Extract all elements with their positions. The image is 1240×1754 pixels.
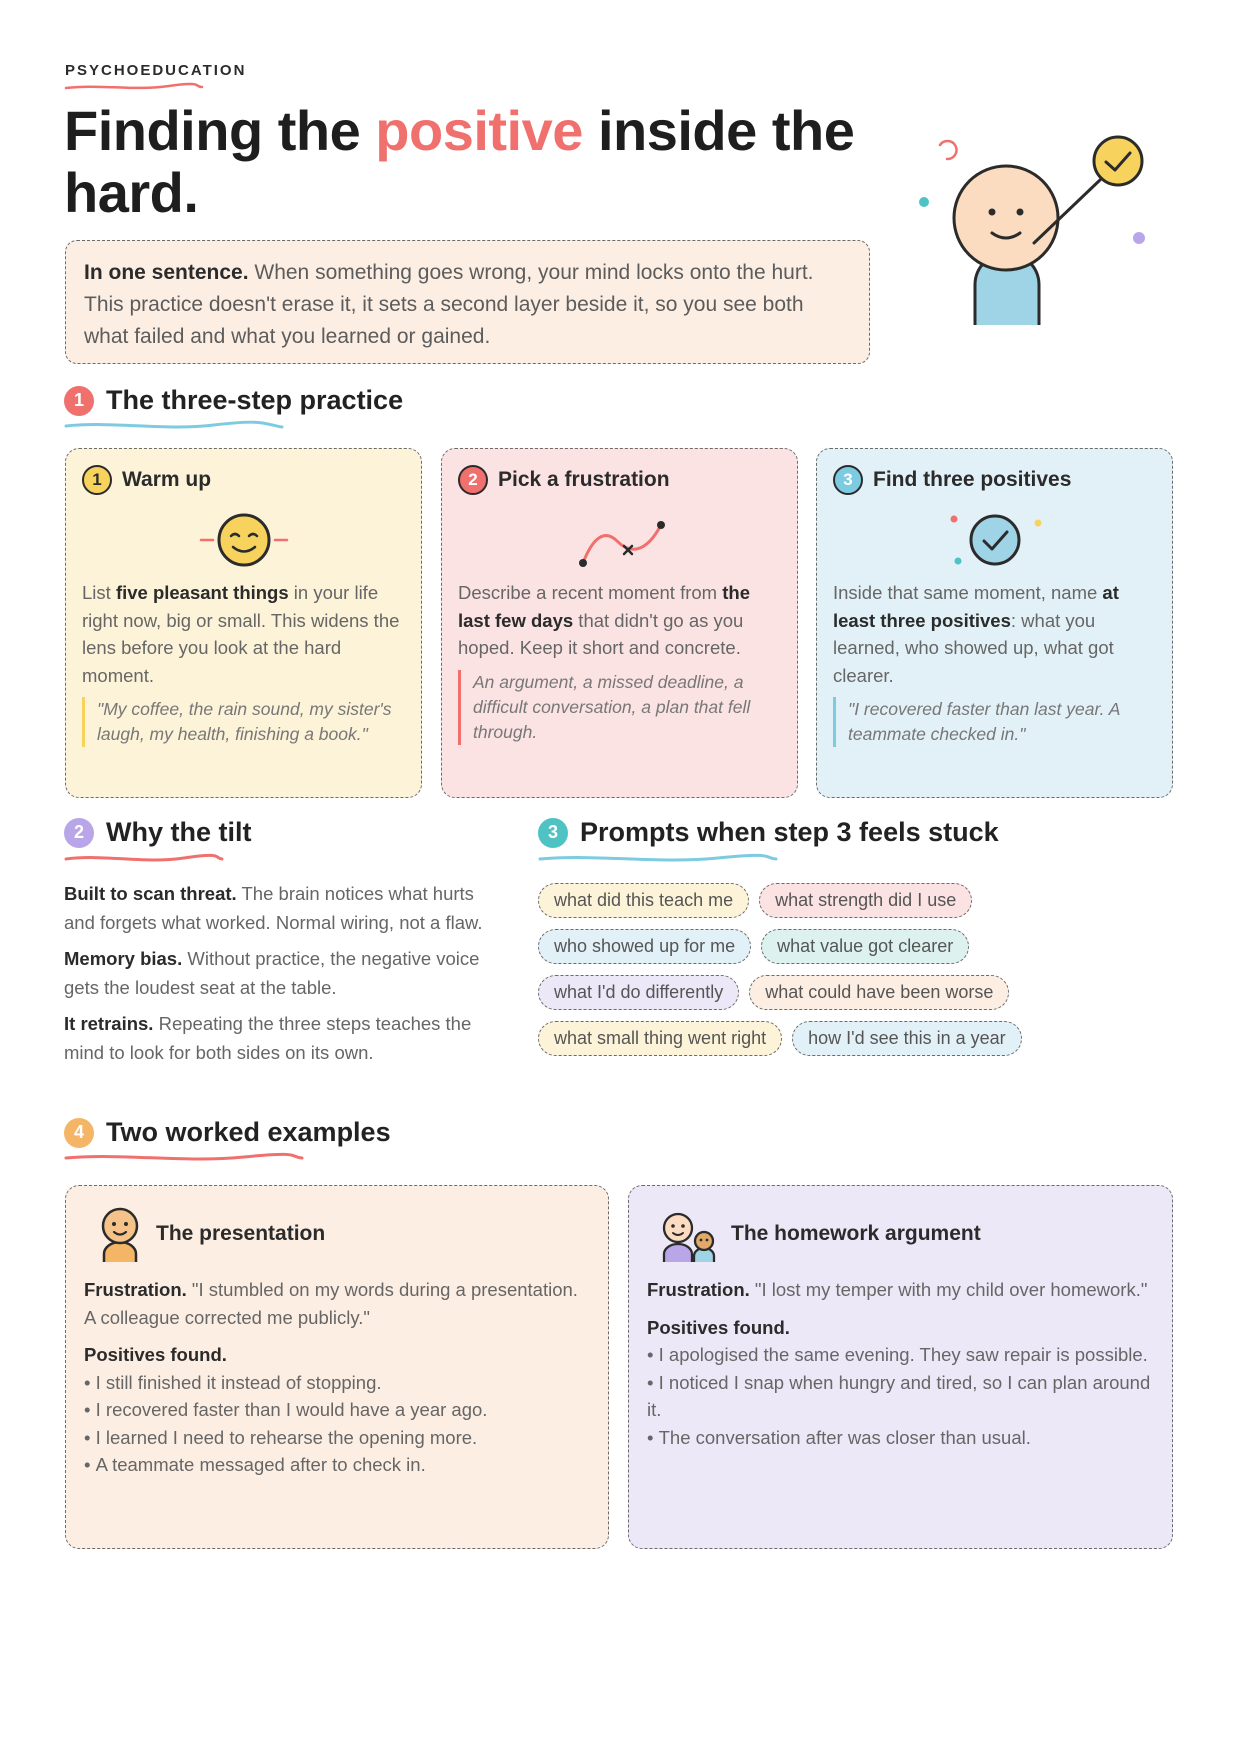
- section-2-heading: [64, 817, 251, 848]
- section-3-number: 3: [538, 818, 568, 848]
- step-card-warm-up: [65, 448, 422, 798]
- section-4-heading: [64, 1117, 391, 1148]
- why-item-text: The brain notices what hurts and forgets what worked. Normal wiring, not a flaw.: [64, 883, 483, 933]
- example-card-homework-argument: [628, 1185, 1173, 1549]
- section-1-underline: [64, 420, 284, 432]
- why-item: [64, 945, 504, 1002]
- prompt-chip[interactable]: how I'd see this in a year: [792, 1021, 1022, 1056]
- step-card-find-positives: [816, 448, 1173, 798]
- positives-list: [84, 1369, 590, 1479]
- step-3-body: [833, 579, 1156, 689]
- section-1-number: 1: [64, 386, 94, 416]
- step-1-header: [82, 465, 405, 495]
- list-item: • A teammate messaged after to check in.: [84, 1451, 590, 1479]
- smiling-face-icon: [199, 507, 289, 573]
- step-3-body-post: : what you learned, who showed up, what got clearer.: [833, 609, 1114, 686]
- why-explanations: [64, 880, 504, 1075]
- step-1-body-bold: five pleasant things: [115, 582, 289, 603]
- frustration-label: Frustration.: [84, 1279, 187, 1300]
- step-3-body-bold: at least three positives: [833, 582, 1119, 631]
- frustration-text: "I stumbled on my words during a presentation. A colleague corrected me publicly.": [84, 1279, 578, 1328]
- eyebrow-underline: [64, 82, 204, 92]
- step-1-body: [82, 579, 405, 689]
- step-3-number: 3: [833, 465, 863, 495]
- intro-text: When something goes wrong, your mind locks onto the hurt. This practice doesn't erase it, it sets a second layer beside it, so you see both what failed and what you learned or gained.: [84, 261, 814, 348]
- positives-label: Positives found.: [84, 1344, 227, 1365]
- title-start: Finding the: [64, 99, 376, 162]
- step-2-title: Pick a frustration: [498, 468, 670, 491]
- prompt-chip[interactable]: what value got clearer: [761, 929, 969, 964]
- person-icon: [98, 1206, 142, 1262]
- check-circle-icon: [940, 507, 1050, 573]
- why-item-lead: Built to scan threat.: [64, 883, 237, 904]
- intro-lead: In one sentence.: [84, 261, 249, 284]
- step-2-body-post: that didn't go as you hoped. Keep it short and concrete.: [458, 609, 744, 658]
- why-item-text: Without practice, the negative voice gets the loudest seat at the table.: [64, 948, 480, 998]
- why-item-lead: Memory bias.: [64, 948, 183, 969]
- list-item: • The conversation after was closer than usual.: [647, 1424, 1154, 1452]
- list-item: • I recovered faster than I would have a year ago.: [84, 1396, 590, 1424]
- section-2-number: 2: [64, 818, 94, 848]
- why-item-lead: It retrains.: [64, 1013, 154, 1034]
- section-3-heading: [538, 817, 999, 848]
- intro-summary-box: [65, 240, 870, 364]
- list-item: • I apologised the same evening. They saw repair is possible.: [647, 1341, 1154, 1369]
- page-title: [64, 100, 864, 224]
- step-2-body-bold: the last few days: [458, 582, 750, 631]
- step-2-example-quote: An argument, a missed deadline, a difficult conversation, a plan that fell through.: [458, 670, 781, 745]
- why-item: [64, 1010, 504, 1067]
- example-2-body: [647, 1276, 1154, 1451]
- section-2-title: Why the tilt: [106, 817, 252, 847]
- positives-list: [647, 1341, 1154, 1451]
- example-2-title: The homework argument: [731, 1222, 981, 1245]
- prompt-chip[interactable]: what could have been worse: [749, 975, 1009, 1010]
- section-1-title: The three-step practice: [106, 385, 404, 415]
- list-item: • I still finished it instead of stopping.: [84, 1369, 590, 1397]
- parent-child-icon: [661, 1206, 717, 1262]
- step-1-title: Warm up: [122, 468, 212, 491]
- prompt-chip-list: [538, 883, 1058, 1056]
- wavy-path-icon: [565, 507, 675, 573]
- step-3-header: [833, 465, 1156, 495]
- why-item: [64, 880, 504, 937]
- cheering-person-illustration: [910, 125, 1150, 325]
- prompt-chip[interactable]: what I'd do differently: [538, 975, 739, 1010]
- step-1-example-quote: "My coffee, the rain sound, my sister's laugh, my health, finishing a book.": [82, 697, 405, 747]
- prompt-chip[interactable]: what small thing went right: [538, 1021, 782, 1056]
- frustration-label: Frustration.: [647, 1279, 750, 1300]
- example-card-presentation: [65, 1185, 609, 1549]
- prompt-chip[interactable]: who showed up for me: [538, 929, 751, 964]
- list-item: • I learned I need to rehearse the opening more.: [84, 1424, 590, 1452]
- title-end: inside the hard.: [64, 99, 855, 224]
- section-1-heading: [64, 385, 403, 416]
- title-accent: positive: [375, 99, 583, 162]
- prompt-chip[interactable]: what did this teach me: [538, 883, 749, 918]
- example-2-header: [661, 1206, 1154, 1262]
- list-item: • I noticed I snap when hungry and tired, so I can plan around it.: [647, 1369, 1154, 1424]
- step-card-pick-frustration: [441, 448, 798, 798]
- prompt-chip[interactable]: what strength did I use: [759, 883, 972, 918]
- step-1-body-pre: List: [82, 582, 116, 603]
- example-1-title: The presentation: [156, 1222, 326, 1245]
- eyebrow-label: PSYCHOEDUCATION: [65, 62, 247, 79]
- section-3-underline: [538, 853, 778, 865]
- positives-label: Positives found.: [647, 1316, 790, 1338]
- step-2-body-pre: Describe a recent moment from: [458, 582, 723, 603]
- section-4-underline: [64, 1152, 304, 1164]
- section-2-underline: [64, 853, 224, 865]
- step-3-body-pre: Inside that same moment, name: [833, 582, 1103, 603]
- example-1-body: [84, 1276, 590, 1479]
- step-2-body: [458, 579, 781, 662]
- section-4-title: Two worked examples: [106, 1117, 391, 1147]
- frustration-text: "I lost my temper with my child over homework.": [749, 1279, 1148, 1300]
- step-1-number: 1: [82, 465, 112, 495]
- step-3-title: Find three positives: [873, 468, 1072, 491]
- section-4-number: 4: [64, 1118, 94, 1148]
- step-2-header: [458, 465, 781, 495]
- step-3-example-quote: "I recovered faster than last year. A teammate checked in.": [833, 697, 1156, 747]
- section-3-title: Prompts when step 3 feels stuck: [580, 817, 999, 847]
- step-2-number: 2: [458, 465, 488, 495]
- step-1-body-post: in your life right now, big or small. This widens the lens before you look at the hard moment.: [82, 582, 400, 686]
- why-item-text: Repeating the three steps teaches the mind to look for both sides on its own.: [64, 1013, 472, 1063]
- example-1-header: [98, 1206, 590, 1262]
